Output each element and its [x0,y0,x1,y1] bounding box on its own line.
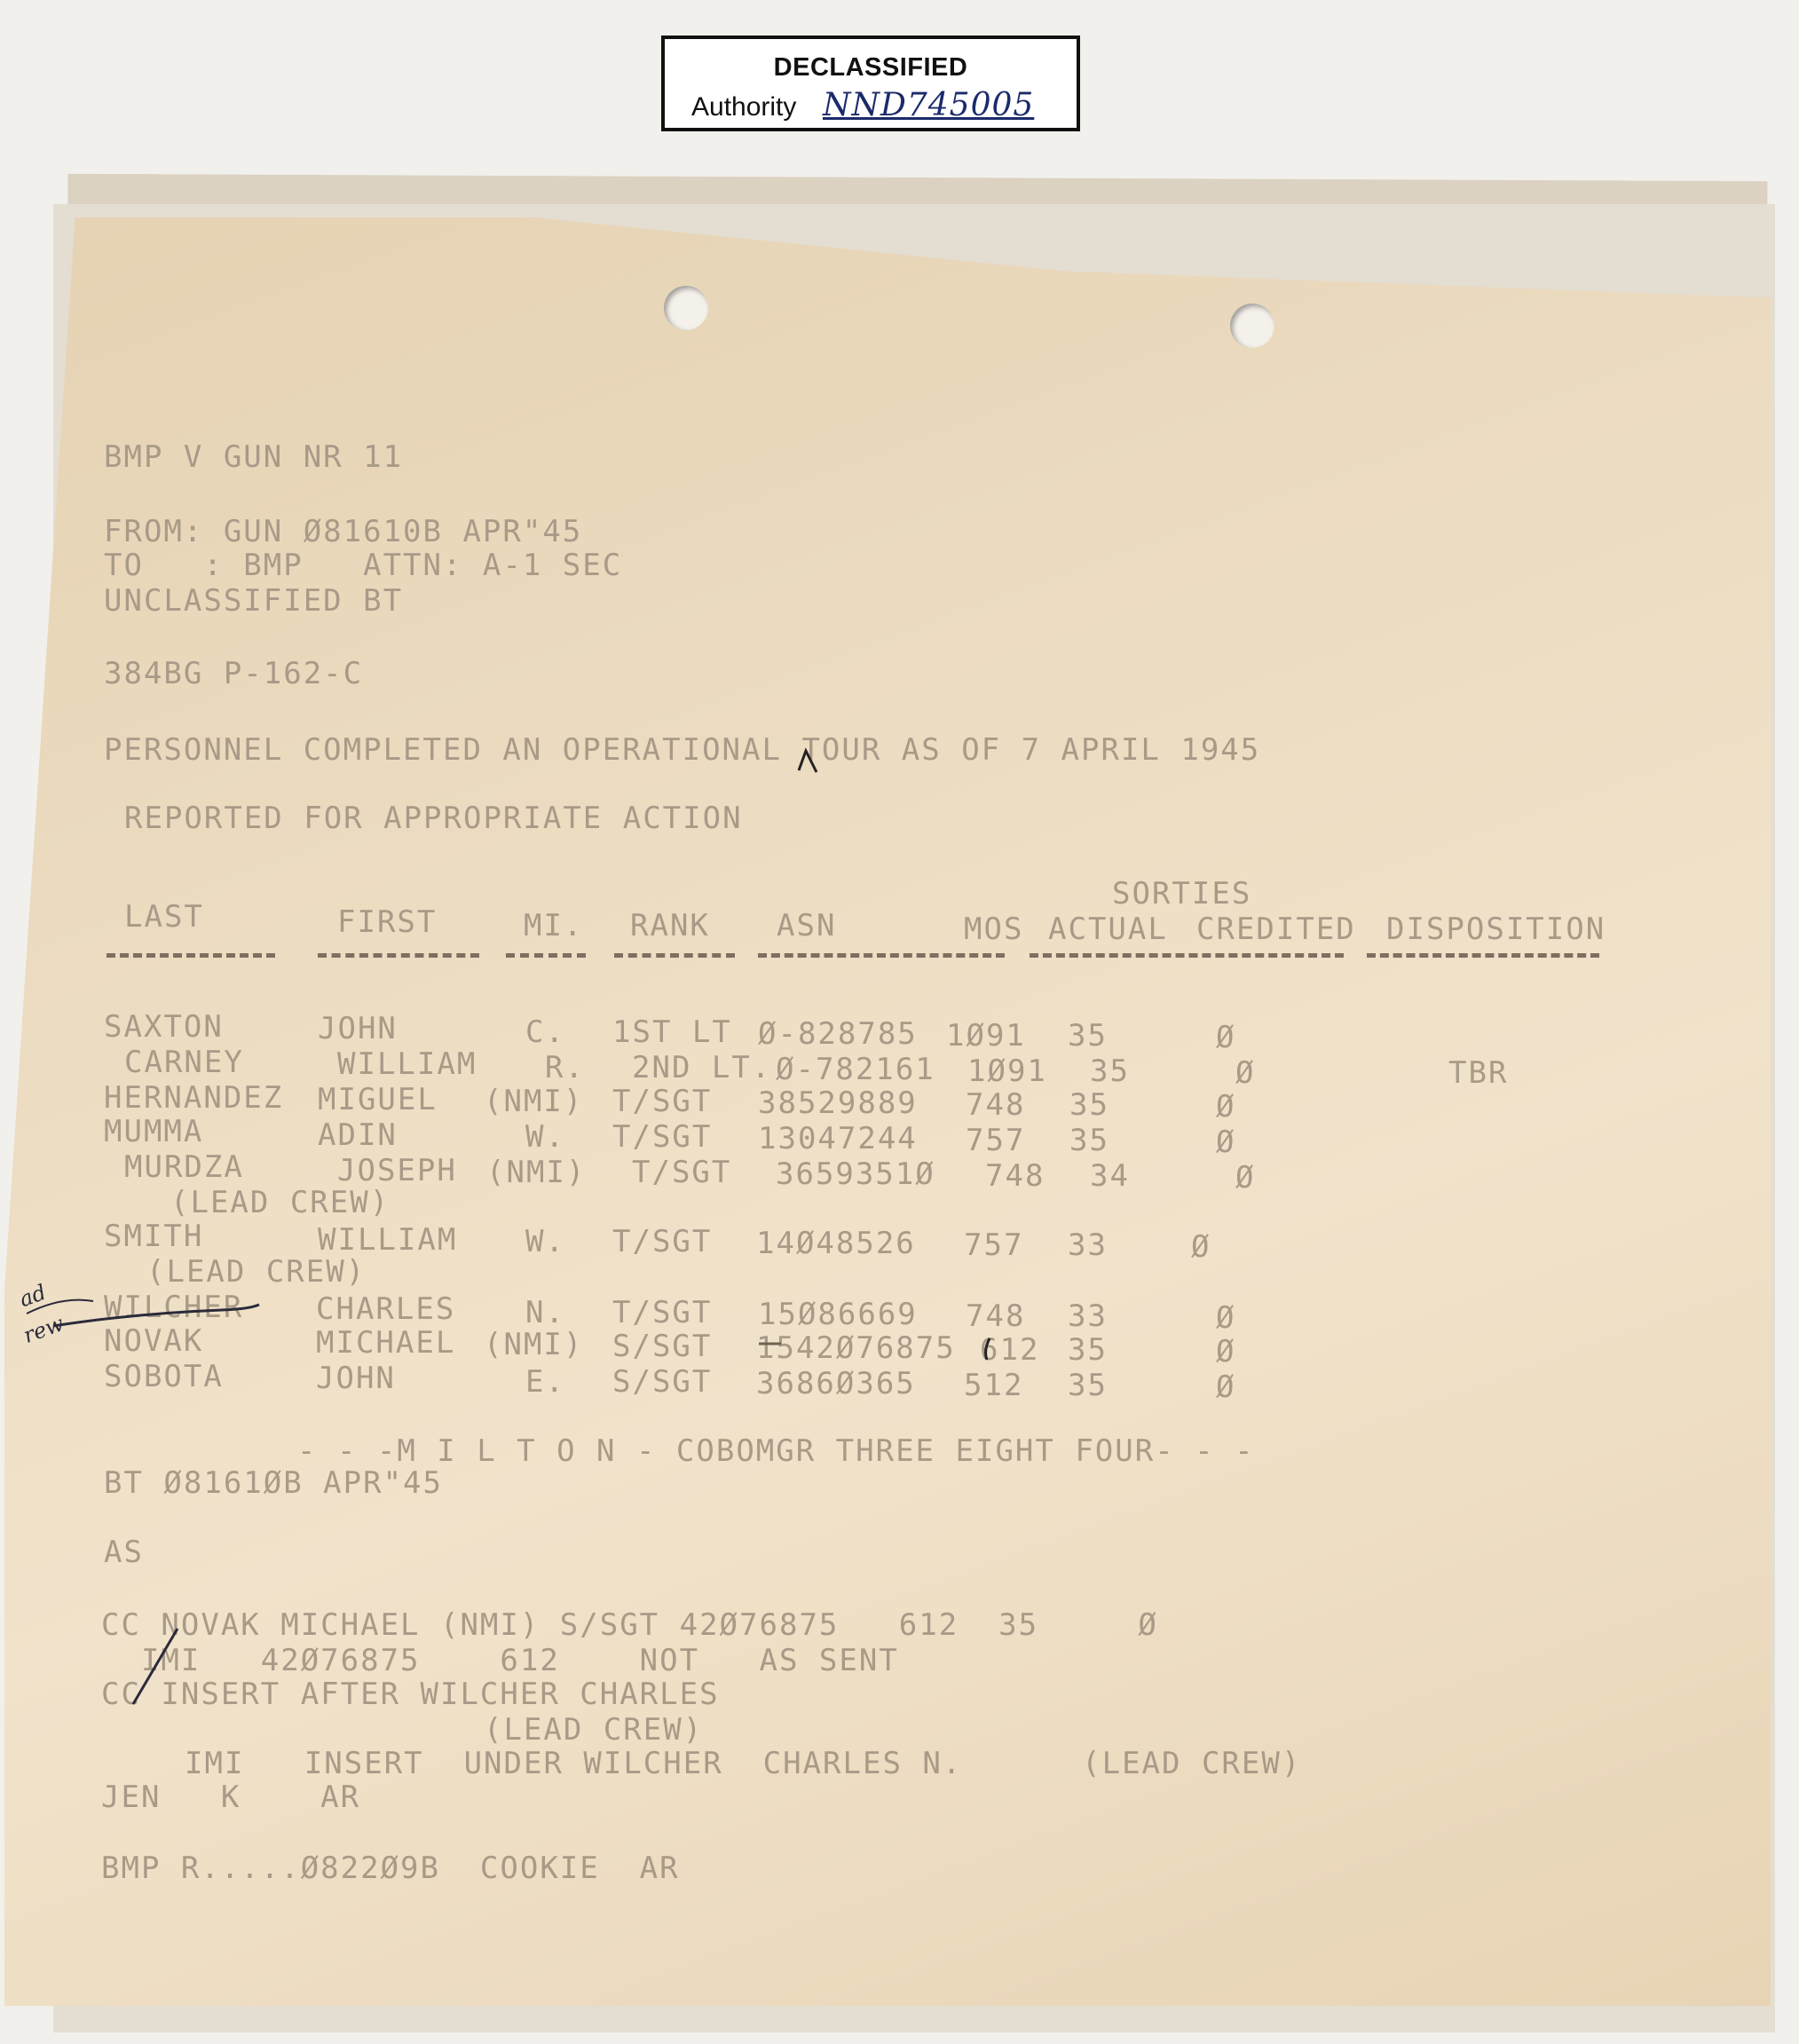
col-header-actual: ACTUAL [1048,912,1168,947]
cell-asn: 3686Ø365 [756,1366,916,1401]
cc-correction-line: CC NOVAK MICHAEL (NMI) S/SGT 42Ø76875 612 35 Ø [101,1607,1158,1643]
stamp-title: DECLASSIFIED [773,53,968,82]
cell-rank: T/SGT [612,1295,713,1330]
cell-note: (LEAD CREW) [170,1185,391,1220]
cell-asn: Ø-828785 [758,1016,918,1052]
cell-credited: Ø [1216,1020,1236,1055]
cell-rank: T/SGT [632,1155,732,1190]
cell-disposition: TBR [1448,1055,1509,1091]
cell-last: SAXTON [104,1009,224,1045]
cell-credited: Ø [1216,1369,1236,1405]
cell-last: MUMMA [104,1114,204,1149]
cell-mi: C. [525,1014,565,1050]
from-line: FROM: GUN Ø81610B APR"45 [104,514,583,549]
cell-asn: 38529889 [758,1085,918,1121]
cell-asn: 14Ø48526 [756,1226,916,1261]
col-header-first: FIRST [337,904,438,940]
subject-line: PERSONNEL COMPLETED AN OPERATIONAL TOUR AS OF 7 APRIL 1945 [104,732,1261,768]
pen-caret-mark [799,751,817,772]
as-line: AS [104,1535,144,1570]
cell-first: WILLIAM [318,1222,458,1258]
cell-last: MURDZA [124,1149,244,1185]
cell-mos: 748 [966,1087,1026,1123]
lead-crew-line: (LEAD CREW) [484,1712,704,1748]
cell-rank: T/SGT [612,1224,713,1259]
classification-line: UNCLASSIFIED BT [104,583,404,619]
cell-last: SMITH [104,1219,204,1254]
cell-mos: 748 [966,1298,1026,1334]
cell-mos: 1Ø91 [946,1018,1026,1054]
cell-mos: 512 [964,1368,1024,1403]
cell-rank: 2ND LT. [632,1050,772,1085]
stamp-authority-value: NND745005 [823,87,1035,123]
cell-mi: W. [525,1224,565,1259]
cell-last: HERNANDEZ [104,1080,284,1116]
margin-note: ad [16,1279,50,1313]
pen-slash-mark [133,1629,178,1704]
cell-asn: 15Ø86669 [758,1297,918,1332]
pen-underline-mark [53,1305,259,1326]
cell-mi: (NMI) [484,1327,584,1362]
cell-rank: S/SGT [612,1329,713,1364]
cell-mos: 748 [985,1158,1045,1194]
imi-insert-line: IMI INSERT UNDER WILCHER CHARLES N. (LEAD CREW) [185,1746,1302,1781]
cell-actual: 34 [1090,1158,1130,1194]
cell-note: (LEAD CREW) [146,1254,367,1290]
cell-credited: Ø [1235,1055,1256,1091]
cell-actual: 33 [1068,1298,1108,1334]
imi-line: IMI 42Ø76875 612 NOT AS SENT [101,1643,899,1678]
cell-actual: 35 [1068,1332,1108,1368]
cell-mos: 612 [980,1332,1040,1368]
cell-rank: 1ST LT [612,1014,732,1050]
cell-actual: 35 [1069,1123,1109,1158]
cell-last: WILCHER [104,1290,244,1325]
message-header: BMP V GUN NR 11 [104,439,404,475]
cell-mos: 1Ø91 [967,1054,1047,1089]
col-header-last: LAST [124,899,204,935]
to-line: TO : BMP ATTN: A-1 SEC [104,548,623,583]
cell-actual: 35 [1069,1087,1109,1123]
cell-mos: 757 [964,1227,1024,1263]
cell-actual: 35 [1068,1368,1108,1403]
cell-mi: E. [525,1364,565,1400]
cell-first: JOHN [318,1011,398,1046]
cell-last: CARNEY [124,1045,244,1080]
reference-line: 384BG P-162-C [104,656,364,691]
cell-first: CHARLES [316,1291,456,1327]
cell-mi: (NMI) [484,1084,584,1119]
cell-actual: 35 [1068,1018,1108,1054]
cell-asn: 1542Ø76875 [756,1330,956,1366]
margin-note: rew [20,1310,67,1349]
action-line: REPORTED FOR APPROPRIATE ACTION [124,801,743,836]
col-header-mi: MI. [524,908,584,943]
bmp-line: BMP R.....Ø822Ø9B COOKIE AR [101,1851,680,1886]
pen-correction-mark [986,1338,990,1360]
col-header-disposition: DISPOSITION [1386,912,1606,947]
cell-mi: R. [545,1050,585,1085]
cell-credited: Ø [1191,1229,1211,1265]
cell-mi: W. [525,1119,565,1155]
cell-mi: (NMI) [486,1155,587,1190]
cell-credited: Ø [1216,1334,1236,1369]
cell-first: JOHN [316,1361,396,1396]
cell-credited: Ø [1216,1089,1236,1125]
cell-credited: Ø [1216,1125,1236,1160]
cell-actual: 33 [1068,1227,1108,1263]
signature-line: - - -M I L T O N - COBOMGR THREE EIGHT FOUR- - - [297,1433,1255,1469]
cell-actual: 35 [1090,1054,1130,1089]
bt-line: BT Ø8161ØB APR"45 [104,1465,443,1501]
cell-mi: N. [525,1295,565,1330]
col-header-asn: ASN [777,908,837,943]
col-header-mos: MOS [964,912,1024,947]
cell-credited: Ø [1235,1160,1256,1196]
cell-first: MIGUEL [318,1082,438,1117]
pen-arrow-mark [27,1300,93,1314]
cell-asn: 3659351Ø [776,1156,935,1192]
cell-mos: 757 [966,1123,1026,1158]
col-header-credited: CREDITED [1196,912,1356,947]
cell-first: MICHAEL [316,1325,456,1361]
cell-first: ADIN [318,1117,398,1153]
cc-insert-line: CC INSERT AFTER WILCHER CHARLES [101,1677,720,1712]
col-header-rank: RANK [630,908,710,943]
jen-line: JEN K AR [101,1780,361,1815]
cell-rank: T/SGT [612,1119,713,1155]
cell-credited: Ø [1216,1300,1236,1336]
cell-asn: Ø-782161 [776,1052,935,1087]
cell-first: JOSEPH [337,1153,457,1188]
cell-first: WILLIAM [337,1046,477,1082]
cell-rank: S/SGT [612,1364,713,1400]
stamp-authority-label: Authority [691,92,797,122]
cell-asn: 13047244 [758,1121,918,1156]
sorties-header: SORTIES [1112,876,1252,912]
cell-last: NOVAK [104,1323,204,1359]
cell-last: SOBOTA [104,1359,224,1394]
cell-rank: T/SGT [612,1084,713,1119]
